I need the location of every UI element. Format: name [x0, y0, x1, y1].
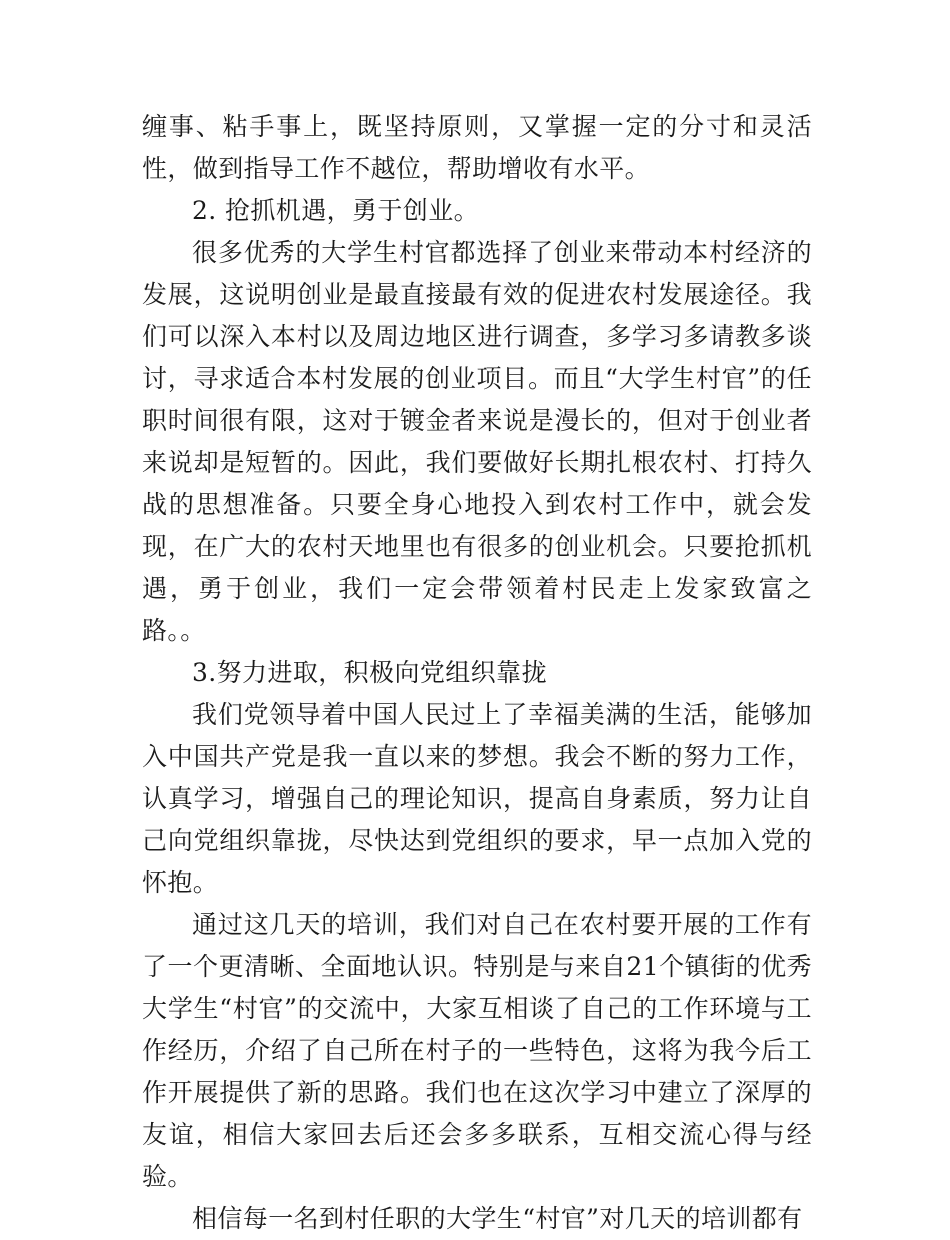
paragraph-training: 通过这几天的培训，我们对自己在农村要开展的工作有了一个更清晰、全面地认识。特别是与来自21个镇街的优秀大学生“村官”的交流中，大家互相谈了自己的工作环境与工作经历，介绍了自己所在村子的一些特色，这将为我今后工作开展提供了新的思路。我们也在这次学习中建立了深厚的友谊，相信大家回去后还会多多联系，互相交流心得与经验。	[142, 910, 812, 1191]
paragraph-continuation: 缠事、粘手事上，既坚持原则，又掌握一定的分寸和灵活性，做到指导工作不越位，帮助增收有水平。	[142, 112, 812, 183]
document-body	[142, 106, 812, 1240]
section-heading-2: 2. 抢抓机遇，勇于创业。	[192, 196, 480, 225]
paragraph-party: 我们党领导着中国人民过上了幸福美满的生活，能够加入中国共产党是我一直以来的梦想。我会不断的努力工作，认真学习，增强自己的理论知识，提高自身素质，努力让自己向党组织靠拢，尽快达到党组织的要求，早一点加入党的怀抱。	[142, 700, 812, 897]
paragraph-entrepreneurship: 很多优秀的大学生村官都选择了创业来带动本村经济的发展，这说明创业是最直接最有效的促进农村发展途径。我们可以深入本村以及周边地区进行调查，多学习多请教多谈讨，寻求适合本村发展的创业项目。而且“大学生村官”的任职时间很有限，这对于镀金者来说是漫长的，但对于创业者来说却是短暂的。因此，我们要做好长期扎根农村、打持久战的思想准备。只要全身心地投入到农村工作中，就会发现，在广大的农村天地里也有很多的创业机会。只要抢抓机遇，勇于创业，我们一定会带领着村民走上发家致富之路。。	[142, 238, 812, 645]
paragraph-closing: 相信每一名到村任职的大学生“村官”对几天的培训都有	[192, 1204, 803, 1233]
section-heading-3: 3.努力进取，积极向党组织靠拢	[192, 658, 547, 687]
